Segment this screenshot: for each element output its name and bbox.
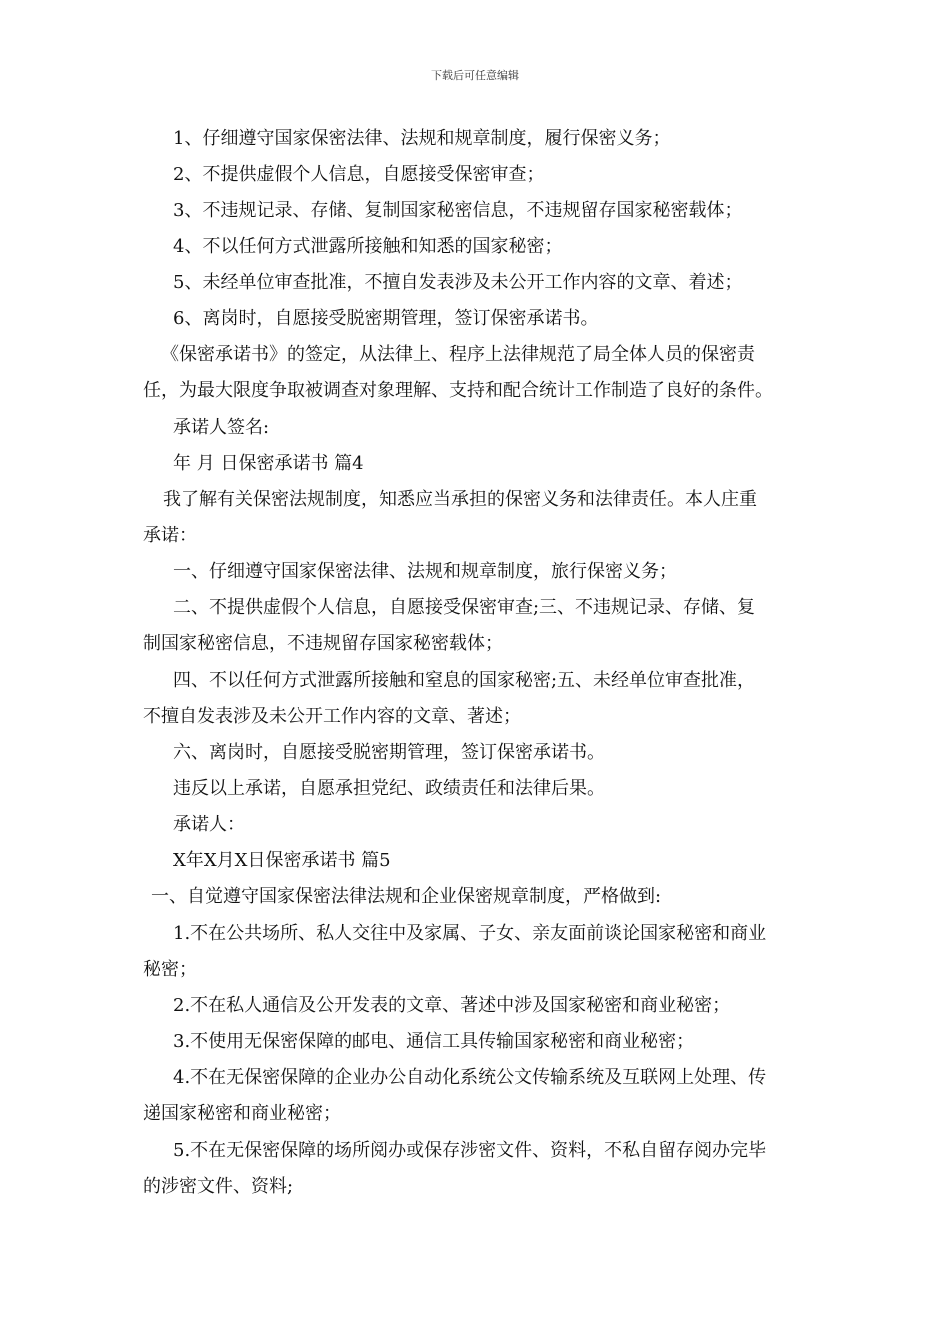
text-line: 1.不在公共场所、私人交往中及家属、子女、亲友面前谈论国家秘密和商业 (173, 923, 767, 944)
text-line: 承诺： (143, 525, 197, 546)
text-line: 5、未经单位审查批准，不擅自发表涉及未公开工作内容的文章、着述； (173, 272, 743, 293)
text-line: 6、离岗时，自愿接受脱密期管理，签订保密承诺书。 (173, 308, 599, 329)
text-line: 不擅自发表涉及未公开工作内容的文章、著述； (143, 706, 521, 727)
text-line: 违反以上承诺，自愿承担党纪、政绩责任和法律后果。 (173, 778, 605, 799)
text-line: 4.不在无保密保障的企业办公自动化系统公文传输系统及互联网上处理、传 (173, 1067, 767, 1088)
text-line: 六、离岗时，自愿接受脱密期管理，签订保密承诺书。 (173, 742, 605, 763)
text-line: 承诺人签名: (173, 417, 270, 438)
text-line: 的涉密文件、资料; (143, 1176, 294, 1197)
text-line: 我了解有关保密法规制度，知悉应当承担的保密义务和法律责任。本人庄重 (163, 489, 757, 510)
text-line: 秘密； (143, 959, 197, 980)
text-line: 2、不提供虚假个人信息，自愿接受保密审查； (173, 164, 545, 185)
text-line: 一、自觉遵守国家保密法律法规和企业保密规章制度，严格做到: (151, 886, 662, 907)
text-line: 《保密承诺书》的签定，从法律上、程序上法律规范了局全体人员的保密责 (161, 344, 755, 365)
text-line: X年X月X日保密承诺书 篇5 (173, 850, 391, 871)
text-line: 5.不在无保密保障的场所阅办或保存涉密文件、资料，不私自留存阅办完毕 (173, 1140, 767, 1161)
text-line: 4、不以任何方式泄露所接触和知悉的国家秘密； (173, 236, 563, 257)
text-line: 年 月 日保密承诺书 篇4 (173, 453, 364, 474)
text-line: 承诺人： (173, 814, 245, 835)
text-line: 任，为最大限度争取被调查对象理解、支持和配合统计工作制造了良好的条件。 (143, 380, 773, 401)
text-line: 一、仔细遵守国家保密法律、法规和规章制度，旅行保密义务； (173, 561, 677, 582)
text-line: 二、不提供虚假个人信息，自愿接受保密审查;三、不违规记录、存储、复 (173, 597, 756, 618)
text-line: 3、不违规记录、存储、复制国家秘密信息，不违规留存国家秘密载体； (173, 200, 743, 221)
text-line: 四、不以任何方式泄露所接触和窒息的国家秘密;五、未经单位审查批准， (173, 670, 756, 691)
text-line: 2.不在私人通信及公开发表的文章、著述中涉及国家秘密和商业秘密； (173, 995, 731, 1016)
text-line: 3.不使用无保密保障的邮电、通信工具传输国家秘密和商业秘密； (173, 1031, 695, 1052)
page-header: 下载后可任意编辑 (431, 69, 519, 82)
text-line: 1、仔细遵守国家保密法律、法规和规章制度，履行保密义务； (173, 128, 671, 149)
text-line: 递国家秘密和商业秘密； (143, 1103, 341, 1124)
text-line: 制国家秘密信息，不违规留存国家秘密载体； (143, 633, 503, 654)
